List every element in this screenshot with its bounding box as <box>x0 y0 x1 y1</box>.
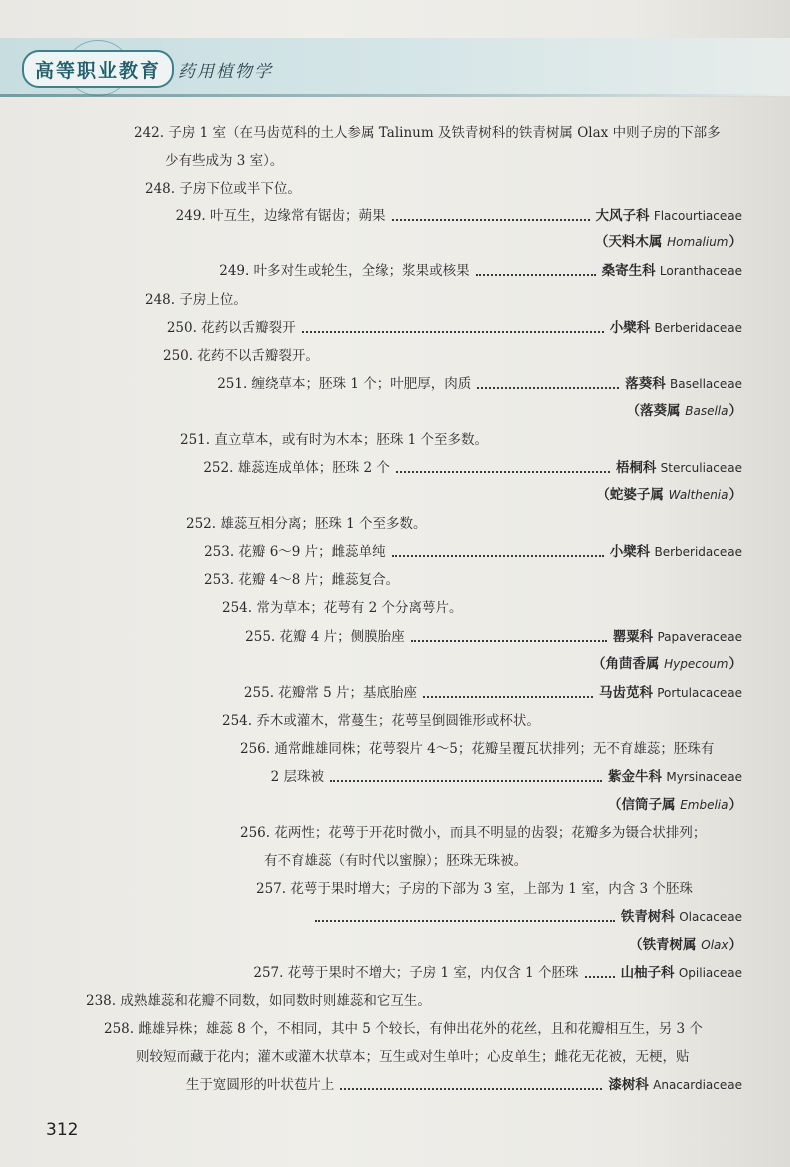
key-line: 256. 花两性；花萼于开花时微小，而具不明显的齿裂；花瓣多为镊合状排列； <box>240 825 707 841</box>
key-line: 250. 花药以舌瓣裂开 <box>166 320 296 336</box>
family-name: 罂粟科 <box>612 629 654 645</box>
key-line: 257. 花萼于果时不增大；子房 1 室，内仅含 1 个胚珠 <box>253 965 579 981</box>
header-rule <box>0 94 790 97</box>
family-latin: Myrsinaceae <box>666 770 742 784</box>
key-entry <box>244 684 742 702</box>
key-entry <box>271 768 742 786</box>
key-line: 有不育雄蕊（有时代以蜜腺）；胚珠无珠被。 <box>264 853 528 869</box>
genus-name: 蛇婆子属 <box>609 487 664 503</box>
family-name: 铁青树科 <box>620 909 675 925</box>
genus-latin: Basella <box>685 404 729 418</box>
dot-leader <box>585 968 615 978</box>
key-line: 253. 花瓣 4～8 片；雌蕊复合。 <box>204 572 400 588</box>
family-name: 山柚子科 <box>620 965 675 981</box>
key-entry <box>309 908 742 926</box>
family-latin: Sterculiaceae <box>660 461 742 475</box>
dot-leader <box>315 912 615 922</box>
key-line: 257. 花萼于果时增大；子房的下部为 3 室，上部为 1 室，内含 3 个胚珠 <box>256 881 693 897</box>
key-entry <box>176 207 742 225</box>
family-latin: Olacaceae <box>679 910 742 924</box>
key-line: 255. 花瓣 4 片；侧膜胎座 <box>245 629 405 645</box>
family-latin: Berberidaceae <box>654 545 742 559</box>
key-line: 255. 花瓣常 5 片；基底胎座 <box>243 685 417 701</box>
genus-note: （落葵属 Basella） <box>626 403 742 419</box>
key-line: 则较短而藏于花内；灌木或灌木状草本；互生或对生单叶；心皮单生；雌花无花被，无梗，贴 <box>136 1049 690 1065</box>
key-line: 249. 叶多对生或轮生，全缘；浆果或核果 <box>219 263 470 279</box>
key-line: 252. 雄蕊连成单体；胚珠 2 个 <box>203 460 390 476</box>
family-latin: Opiliaceae <box>678 966 742 980</box>
genus-name: 信筒子属 <box>621 797 676 813</box>
genus-name: 天料木属 <box>608 234 663 250</box>
key-line: 254. 常为草本；花萼有 2 个分离萼片。 <box>222 600 463 616</box>
family-name: 桑寄生科 <box>601 263 656 279</box>
genus-latin: Walthenia <box>668 488 729 502</box>
key-entry <box>203 459 742 477</box>
dot-leader <box>392 547 604 557</box>
key-entry <box>167 319 742 337</box>
dot-leader <box>330 772 602 782</box>
key-line: 248. 子房上位。 <box>145 292 247 308</box>
key-line: 251. 缠绕草本；胚珠 1 个；叶肥厚，肉质 <box>217 376 472 392</box>
key-line: 252. 雄蕊互相分离；胚珠 1 个至多数。 <box>186 516 427 532</box>
family-name: 梧桐科 <box>615 460 657 476</box>
genus-note: （蛇婆子属 Walthenia） <box>596 487 742 503</box>
key-entry <box>217 375 742 393</box>
family-latin: Anacardiaceae <box>653 1078 742 1092</box>
key-entry <box>204 543 742 561</box>
dot-leader <box>423 688 593 698</box>
family-latin: Papaveraceae <box>657 630 742 644</box>
genus-latin: Homalium <box>667 235 729 249</box>
course-title: 药用植物学 <box>178 62 273 82</box>
key-entry <box>219 262 742 280</box>
genus-latin: Hypecoum <box>664 657 729 671</box>
family-latin: Loranthaceae <box>659 264 742 278</box>
key-line: 254. 乔木或灌木，常蔓生；花萼呈倒圆锥形或杯状。 <box>222 713 540 729</box>
genus-name: 落葵属 <box>640 403 681 419</box>
family-latin: Flacourtiaceae <box>653 209 742 223</box>
key-line: 248. 子房下位或半下位。 <box>145 181 301 197</box>
dot-leader <box>340 1080 602 1090</box>
family-name: 小檗科 <box>609 320 651 336</box>
key-line: 238. 成熟雄蕊和花瓣不同数，如同数时则雄蕊和它互生。 <box>86 993 431 1009</box>
dot-leader <box>476 266 596 276</box>
key-line: 256. 通常雌雄同株；花萼裂片 4～5；花瓣呈覆瓦状排列；无不育雄蕊；胚珠有 <box>240 741 715 757</box>
family-name: 小檗科 <box>609 544 651 560</box>
family-name: 落葵科 <box>625 376 666 392</box>
key-line: 242. 子房 1 室（在马齿苋科的土人参属 Talinum 及铁青树科的铁青树属 Olax 中则子房的下部多 <box>134 125 721 141</box>
key-entry <box>253 964 742 982</box>
genus-latin: Embelia <box>680 798 729 812</box>
key-line: 250. 花药不以舌瓣裂开。 <box>163 348 319 364</box>
genus-note: （信筒子属 Embelia） <box>608 797 742 813</box>
series-logo: 高等职业教育 <box>22 50 174 88</box>
genus-note: （天料木属 Homalium） <box>594 234 742 250</box>
key-line: 251. 直立草本，或有时为木本；胚珠 1 个至多数。 <box>180 432 489 448</box>
family-name: 大风子科 <box>595 208 650 224</box>
dot-leader <box>396 463 610 473</box>
key-line: 2 层珠被 <box>270 769 325 785</box>
key-line: 生于宽圆形的叶状苞片上 <box>185 1077 335 1093</box>
dot-leader <box>477 379 619 389</box>
key-line: 少有些成为 3 室）。 <box>165 153 284 169</box>
page-number: 312 <box>46 1120 79 1140</box>
genus-name: 铁青树属 <box>642 937 697 953</box>
key-line: 249. 叶互生，边缘常有锯齿；蒴果 <box>175 208 386 224</box>
genus-latin: Olax <box>701 938 729 952</box>
key-entry <box>245 628 742 646</box>
key-line: 258. 雌雄异株；雄蕊 8 个，不相同，其中 5 个较长，有伸出花外的花丝，且和花瓣相互生，另 3 个 <box>104 1021 703 1037</box>
family-latin: Berberidaceae <box>654 321 742 335</box>
family-name: 漆树科 <box>608 1077 649 1093</box>
key-entry <box>186 1076 742 1094</box>
genus-note: （角茴香属 Hypecoum） <box>591 656 742 672</box>
key-line: 253. 花瓣 6～9 片；雌蕊单纯 <box>204 544 386 560</box>
family-latin: Portulacaceae <box>657 686 742 700</box>
dot-leader <box>411 632 607 642</box>
genus-note: （铁青树属 Olax） <box>629 937 742 953</box>
dot-leader <box>302 323 604 333</box>
dot-leader <box>392 211 590 221</box>
family-latin: Basellaceae <box>670 377 742 391</box>
family-name: 紫金牛科 <box>608 769 663 785</box>
family-name: 马齿苋科 <box>598 685 653 701</box>
genus-name: 角茴香属 <box>605 656 660 672</box>
